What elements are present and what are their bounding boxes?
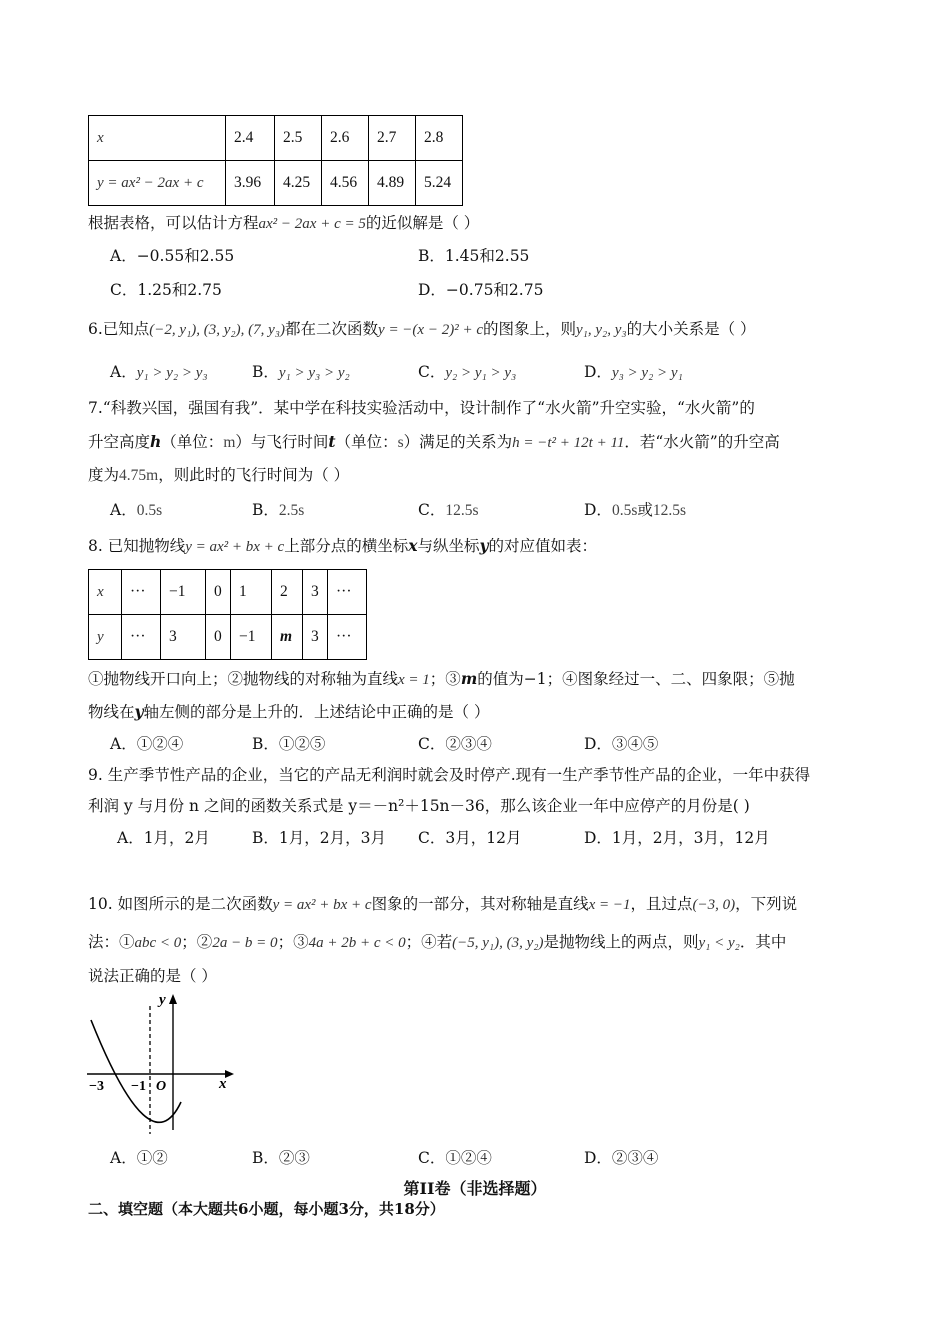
equation: y = −(x − 2)² + c: [378, 322, 483, 338]
text: 的对应值如表：: [488, 537, 598, 555]
table-cell: −1: [231, 615, 272, 660]
text: ；③: [429, 670, 461, 688]
q6-option-a[interactable]: [110, 362, 208, 383]
text: 升空高度: [88, 433, 151, 451]
text: （单位：: [161, 433, 224, 451]
table-cell: 1: [231, 570, 272, 615]
text: ；③: [277, 933, 309, 951]
q8-option-c[interactable]: C．②③④: [418, 735, 492, 753]
q8-line-1: [88, 669, 795, 690]
q7-line-3: [88, 465, 349, 486]
y-axis-arrow: [169, 994, 177, 1004]
value: 0.5s: [136, 502, 163, 519]
parabola-curve: [91, 1020, 181, 1122]
equation: y₃ > y₂ > y₁: [611, 365, 683, 381]
q8-option-b[interactable]: B．①②⑤: [252, 735, 326, 753]
q7-line-2: [88, 432, 780, 453]
unit: m: [223, 434, 236, 451]
table-cell: 4.56: [322, 161, 369, 206]
q5-option-c[interactable]: C．1.25和2.75: [110, 281, 222, 299]
table-cell: x: [89, 570, 122, 615]
variable: m: [460, 669, 478, 688]
equation: y₁, y₂, y₃: [576, 322, 627, 338]
text: ，下列说: [735, 895, 798, 913]
q9-option-c[interactable]: C．3月，12月: [418, 829, 522, 847]
q7-line-1: 7.“科教兴国，强国有我”．某中学在科技实验活动中，设计制作了“水火箭”升空实验，“水火箭”的: [88, 399, 755, 417]
text: 8. 已知抛物线: [88, 537, 186, 555]
equation: abc < 0: [134, 935, 182, 951]
q5-option-d[interactable]: D．−0.75和2.75: [418, 281, 544, 299]
equation: y = ax² + bx + c: [185, 539, 285, 555]
variable: h: [150, 432, 162, 451]
value: 12.5s: [652, 502, 687, 519]
table-cell: 2.6: [322, 116, 369, 161]
equation: y₁ < y₂: [698, 935, 740, 951]
table-cell: y: [89, 615, 122, 660]
table-cell: 3: [161, 615, 206, 660]
value: 12.5s: [445, 502, 479, 519]
text: 物线在: [88, 703, 135, 721]
option-label: D．: [584, 363, 612, 381]
text: 法：①: [88, 933, 135, 951]
table-cell: 2: [272, 570, 303, 615]
text: （单位：: [335, 433, 398, 451]
q5-stem: [88, 213, 479, 234]
q9-line-2: 利润 y 与月份 n 之间的函数关系式是 y＝－n²＋15n－36，那么该企业一年中应停产的月份是( ): [88, 797, 750, 815]
text: 轴左侧的部分是上升的．上述结论中正确的是（ ）: [143, 703, 490, 721]
table-row: [89, 116, 463, 161]
value: 2.5s: [278, 502, 305, 519]
q7-option-c[interactable]: [418, 500, 479, 521]
equation: ax² − 2ax + c = 5: [258, 216, 366, 232]
text: ）与飞行时间: [235, 433, 329, 451]
variable: y: [134, 702, 144, 721]
text: ，则此时的飞行时间为（ ）: [158, 466, 350, 484]
table-cell: 3: [303, 570, 328, 615]
q10-line-3: 说法正确的是（ ）: [88, 967, 217, 985]
variable: y: [479, 536, 489, 555]
text: 与纵坐标: [417, 537, 480, 555]
q8-option-d[interactable]: D．③④⑤: [584, 735, 659, 753]
table-cell: x: [89, 116, 226, 161]
text: 是抛物线上的两点，则: [543, 933, 699, 951]
q10-option-c[interactable]: C．①②④: [418, 1149, 492, 1167]
q9-option-a[interactable]: A．1月，2月: [117, 829, 210, 847]
table-cell: ···: [328, 615, 367, 660]
text: 都在二次函数: [285, 320, 379, 338]
table-cell: 0: [206, 570, 231, 615]
equation: (−3, 0): [692, 897, 736, 913]
equation: 4a + 2b + c < 0: [308, 935, 406, 951]
text: ①抛物线开口向上；②抛物线的对称轴为直线: [88, 670, 399, 688]
table-cell: 3: [303, 615, 328, 660]
q7-option-d[interactable]: [584, 500, 686, 521]
table-row: [89, 615, 367, 660]
text: 的大小关系是（ ）: [626, 320, 756, 338]
table-cell: ···: [122, 570, 161, 615]
equation: x = −1: [588, 897, 631, 913]
section-subtitle: 二、填空题（本大题共6小题，每小题3分，共18分）: [88, 1200, 445, 1218]
text: 或: [637, 501, 653, 519]
table-cell: 5.24: [416, 161, 463, 206]
value: 4.75m: [119, 467, 159, 484]
equation: y₂ > y₁ > y₃: [445, 365, 517, 381]
option-label: C．: [418, 363, 446, 381]
text: 10. 如图所示的是二次函数: [88, 895, 273, 913]
q7-option-a[interactable]: [110, 500, 162, 521]
table-cell: −1: [161, 570, 206, 615]
q10-line-1: [88, 894, 797, 915]
table-cell: 3.96: [226, 161, 275, 206]
q9-option-d[interactable]: D．1月，2月，3月，12月: [584, 829, 770, 847]
q10-option-a[interactable]: A．①②: [110, 1149, 168, 1167]
q8-line-2: [88, 702, 489, 722]
text: 的值为−1；④图象经过一、二、四象限；⑤抛: [477, 670, 795, 688]
option-label: D．: [584, 501, 612, 519]
y-axis-label: y: [159, 992, 166, 1008]
value-table-1: [88, 115, 463, 206]
option-label: A．: [110, 501, 137, 519]
table-cell: y = ax² − 2ax + c: [89, 161, 226, 206]
q5-option-b[interactable]: B．1.45和2.55: [418, 247, 530, 265]
table-cell: 4.89: [369, 161, 416, 206]
equation: x = 1: [398, 672, 430, 688]
text: 6.已知点: [88, 320, 150, 338]
q9-line-1: 9. 生产季节性产品的企业，当它的产品无利润时就会及时停产.现有一生产季节性产品的企业，一年中获得: [88, 766, 811, 784]
variable: x: [408, 536, 418, 555]
text: ）满足的关系为: [403, 433, 513, 451]
text: 度为: [88, 466, 120, 484]
text: ，且过点: [630, 895, 693, 913]
text: 根据表格，可以估计方程: [88, 214, 259, 232]
q7-option-b[interactable]: [252, 500, 304, 521]
text: ．其中: [739, 933, 787, 951]
text: 图象的一部分，其对称轴是直线: [371, 895, 589, 913]
option-label: B．: [252, 363, 279, 381]
q8-option-a[interactable]: A．①②④: [110, 735, 184, 753]
equation: (−2, y₁), (3, y₂), (7, y₃): [149, 322, 286, 338]
text: ；④若: [405, 933, 453, 951]
value: 0.5s: [611, 502, 638, 519]
q6-option-d[interactable]: [584, 362, 683, 383]
parabola-graph: [85, 990, 245, 1138]
equation: (−5, y₁), (3, y₂): [452, 935, 544, 951]
table-row: [89, 570, 367, 615]
q10-line-2: [88, 932, 786, 953]
unit: s: [397, 434, 404, 451]
q6-stem: [88, 319, 756, 340]
equation: 2a − b = 0: [212, 935, 278, 951]
q8-stem: [88, 536, 597, 557]
text: ．若“水火箭”的升空高: [624, 433, 780, 451]
value-table-2: [88, 569, 367, 660]
q6-option-c[interactable]: [418, 362, 516, 383]
tick-label-neg1: −1: [131, 1079, 146, 1094]
q9-option-b[interactable]: B．1月，2月，3月: [252, 829, 386, 847]
equation: y₁ > y₃ > y₂: [278, 365, 350, 381]
text: ；②: [181, 933, 213, 951]
equation: h = −t² + 12t + 11: [512, 435, 625, 451]
variable: t: [328, 432, 336, 451]
table-cell: 4.25: [275, 161, 322, 206]
table-cell: 2.4: [226, 116, 275, 161]
table-cell: 2.7: [369, 116, 416, 161]
table-cell: 2.8: [416, 116, 463, 161]
q6-option-b[interactable]: [252, 362, 350, 383]
option-label: B．: [252, 501, 279, 519]
section-title: 第II卷（非选择题）: [403, 1179, 547, 1198]
table-row: [89, 161, 463, 206]
q10-option-d[interactable]: D．②③④: [584, 1149, 659, 1167]
text: 的图象上，则: [482, 320, 576, 338]
table-cell: ···: [122, 615, 161, 660]
text: 上部分点的横坐标: [284, 537, 409, 555]
q5-option-a[interactable]: A．−0.55和2.55: [110, 247, 235, 265]
table-cell: m: [272, 615, 303, 660]
tick-label-neg3: −3: [89, 1079, 104, 1094]
origin-label: O: [156, 1079, 167, 1094]
equation: y = ax² + bx + c: [272, 897, 372, 913]
table-cell: 2.5: [275, 116, 322, 161]
option-label: A．: [110, 363, 137, 381]
option-label: C．: [418, 501, 446, 519]
x-axis-label: x: [219, 1076, 227, 1092]
table-cell: 0: [206, 615, 231, 660]
text: 的近似解是（ ）: [365, 214, 480, 232]
q10-option-b[interactable]: B．②③: [252, 1149, 310, 1167]
equation: y₁ > y₂ > y₃: [136, 365, 208, 381]
table-cell: ···: [328, 570, 367, 615]
